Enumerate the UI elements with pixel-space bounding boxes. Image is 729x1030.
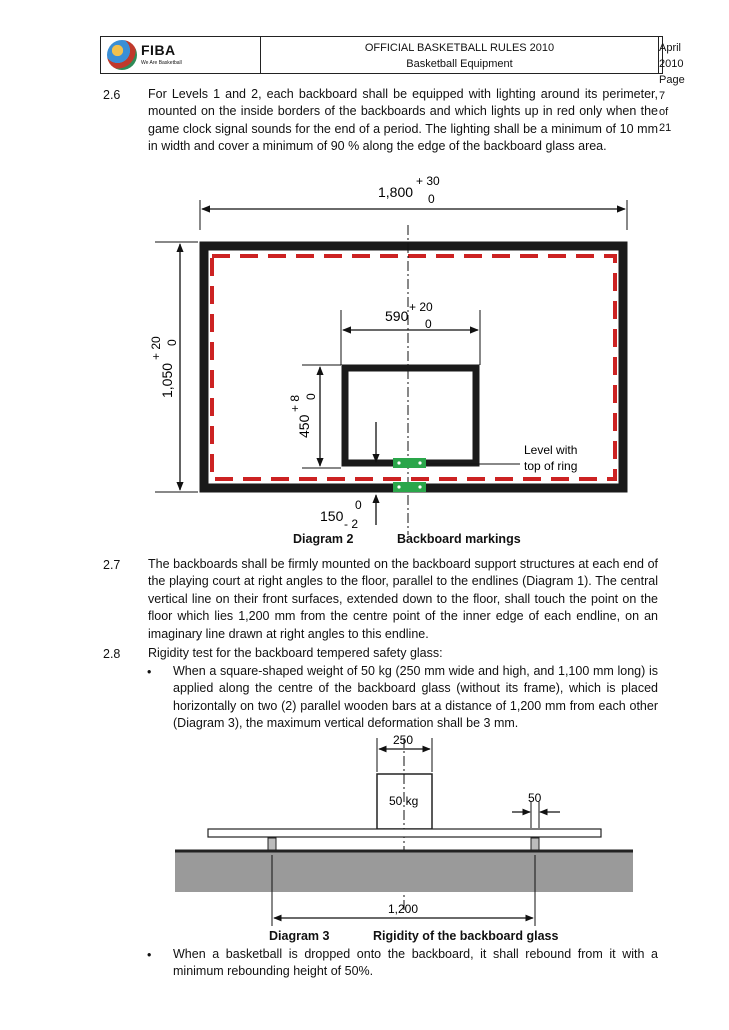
fiba-logo-icon [107, 40, 137, 70]
diagram-2-backboard-markings [0, 170, 729, 550]
support-bar-left [268, 838, 276, 850]
section-2-8-bullet-2: When a basketball is dropped onto the backboard, it shall rebound from it with a minimum rebounding height of 50%. [173, 947, 658, 979]
diagram-2-caption-title: Backboard markings [397, 532, 521, 546]
section-number-2-8: 2.8 [103, 647, 121, 661]
height-tol-plus: + 20 [149, 336, 163, 360]
logo-text: FIBA [141, 42, 176, 58]
section-2-8-bullet-1: When a square-shaped weight of 50 kg (250 mm wide and high, and 1,100 mm long) is applied along the centre of the backboard glass (without its frame), which is placed horizontally on two (2) parallel wooden bars at a distance of 1,200 mm from each other (Diagram 3), the maximum vertical deformation shall be 3 mm. [173, 664, 658, 731]
diagram-3-rigidity [0, 730, 729, 930]
header-logo-cell [101, 37, 261, 73]
bar-width-value: 50 [528, 791, 542, 805]
inner-height-tol-minus: 0 [304, 393, 318, 400]
diagram-3-caption-title: Rigidity of the backboard glass [373, 929, 559, 943]
document-subtitle: Basketball Equipment [406, 58, 513, 70]
bottom-value: 150 [320, 508, 344, 524]
section-2-7-text: The backboards shall be firmly mounted on the backboard support structures at each end of the playing court at right angles to the floor, parallel to the endlines (Diagram 1). The central vertical line on their front surfaces, extended down to the floor, shall touch the point on the floor which lies 1,200 mm from the centre point of the inner edge of each endline, on an imaginary line drawn at right angles to this endline. [148, 557, 658, 641]
header-date-cell [659, 37, 685, 134]
inner-height-value: 450 [296, 414, 312, 438]
marker-dot [418, 485, 421, 488]
diagram-3-caption-number: Diagram 3 [269, 929, 330, 943]
section-number-2-6: 2.6 [103, 88, 121, 102]
weight-label: 50 kg [389, 794, 419, 808]
width-tol-plus: + 30 [416, 174, 440, 188]
diagram-2-caption-number: Diagram 2 [293, 532, 354, 546]
section-2-8-text: Rigidity test for the backboard tempered safety glass: [148, 646, 443, 660]
backboard-glass [208, 829, 601, 837]
width-value: 1,800 [378, 184, 414, 200]
weight-width-value: 250 [393, 733, 414, 747]
header-title-cell [261, 37, 659, 73]
level-label-line1: Level with [524, 443, 578, 457]
bottom-tol-bottom: - 2 [344, 517, 359, 531]
inner-width-tol-minus: 0 [425, 317, 432, 331]
marker-dot [397, 485, 400, 488]
page-number: Page 7 of 21 [659, 74, 685, 134]
inner-height-tol-plus: + 8 [288, 394, 302, 412]
marker-dot [397, 461, 400, 464]
inner-width-tol-plus: + 20 [409, 300, 433, 314]
height-tol-minus: 0 [165, 339, 179, 346]
floor [175, 850, 633, 892]
marker-dot [418, 461, 421, 464]
logo-subtext: We Are Basketball [141, 60, 182, 66]
bullet-1-glyph: • [147, 665, 152, 679]
document-title: OFFICIAL BASKETBALL RULES 2010 [364, 42, 555, 54]
document-date: April 2010 [659, 42, 684, 70]
shooter-square [345, 368, 476, 463]
section-2-6-text: For Levels 1 and 2, each backboard shall be equipped with lighting around its perimeter, mounted on the inside borders of the backboards and which lights up in red only when the game clock signal sounds for the end of a period. The lighting shall be a minimum of 10 mm in width and cover a minimum of 90 % along the edge of the backboard glass area. [148, 87, 658, 154]
level-label-line2: top of ring [524, 459, 578, 473]
support-bar-right [531, 838, 539, 850]
bottom-tol-top: 0 [355, 498, 362, 512]
height-value: 1,050 [159, 362, 175, 398]
width-tol-minus: 0 [428, 192, 435, 206]
span-value: 1,200 [388, 902, 419, 916]
inner-width-value: 590 [385, 308, 409, 324]
section-number-2-7: 2.7 [103, 558, 121, 572]
bullet-2-glyph: • [147, 948, 152, 962]
